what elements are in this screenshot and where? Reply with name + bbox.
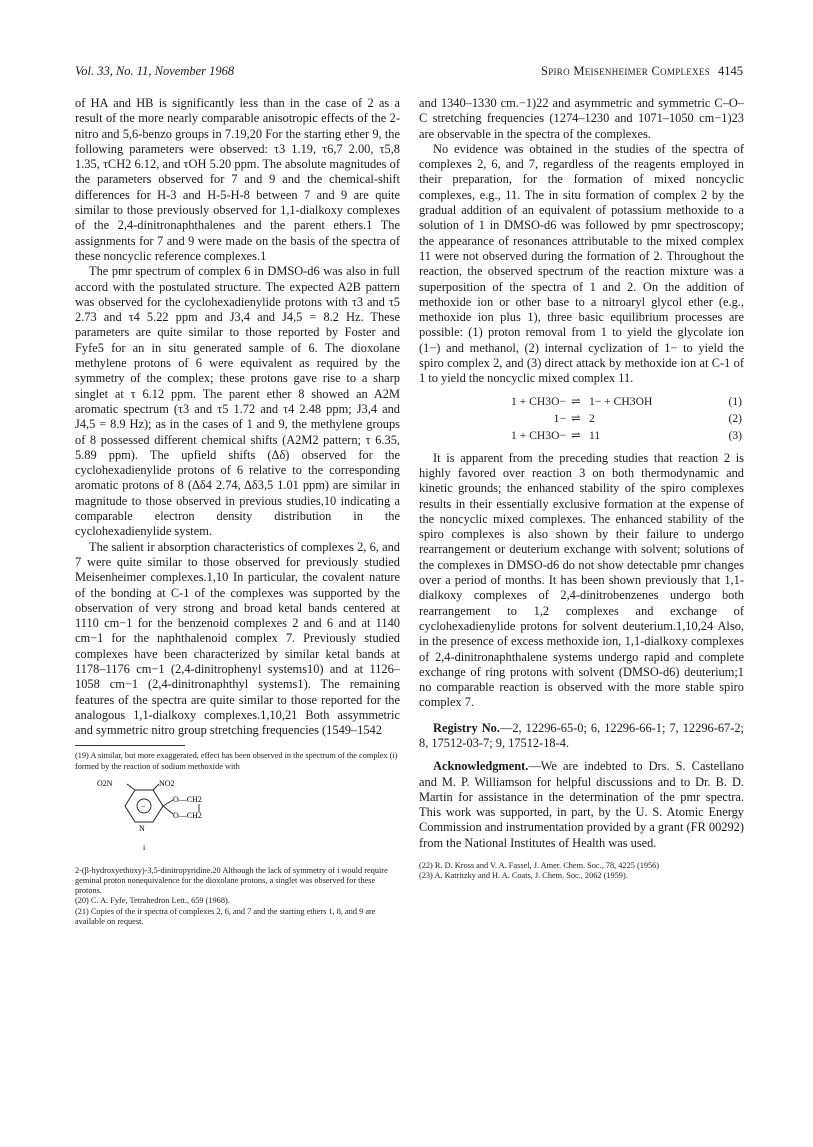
equation-lhs: 1 + CH3O− bbox=[511, 428, 566, 442]
equation-2 bbox=[419, 411, 744, 428]
page-header bbox=[75, 64, 743, 82]
paragraph: of HA and HB is significantly less than in the case of 2 as a result of the more nearly comparable anisotropic effects of the 2-nitro and 5,6-benzo groups in 7.19,20 For the starting ether 9, the following parameters were observed: τ3 1.19, τ6,7 2.00, τ5,8 1.35, τCH2 6.12, and τOH 5.20 ppm. The absolute magnitudes of the parameters observed for 7 and 9 and the chemical-shift differences for H-3 and H-5-H-8 between 7 and 9 are quite similar to those previously observed for 1,1-dialkoxy complexes of the 2,4-dinitronaphthalenes and the parent ethers.1 The assignments for 7 and 9 were made on the basis of the spectra of these noncyclic reference complexes.1 bbox=[75, 96, 400, 263]
footnote-23: (23) A. Katritzky and H. A. Coats, J. Chem. Soc., 2062 (1959). bbox=[419, 871, 628, 881]
paragraph: No evidence was obtained in the studies of the spectra of complexes 2, 6, and 7, regardless of the reagents employed in their preparation, for the formation of mixed noncyclic complexes, e.g., 11. The in situ formation of complex 2 by the gradual addition of an equivalent of potassium methoxide to a solution of 1 in DMSO-d6 was followed by pmr spectroscopy; the appearance of resonances attributable to the mixed complex 11 were not observed during the formation of 2. Throughout the reaction, the observed spectrum of the reaction mixture was a superposition of the spectra of 1 and 2. On the addition of methoxide ion or other base to a nitroaryl glycol ether (e.g., methoxide ion plus 1), three basic equilibrium processes are possible: (1) proton removal from 1 to yield the glycolate ion (1−) and methanol, (2) internal cyclization of 1− to yield the spiro complex 2, and (3) direct attack by methoxide ion at C-1 of 1 to yield the noncyclic mixed complex 11. bbox=[419, 141, 744, 386]
structure-i-svg bbox=[75, 778, 275, 862]
structure-figure-i bbox=[75, 778, 400, 862]
equations bbox=[419, 394, 744, 445]
label-o2n: O2N bbox=[97, 778, 113, 788]
svg-text:−: − bbox=[141, 801, 146, 811]
equation-rhs: 1− + CH3OH bbox=[589, 394, 653, 408]
registry-numbers bbox=[419, 721, 744, 752]
equilibrium-arrow: ⇌ bbox=[571, 394, 581, 408]
footnote-rule bbox=[75, 745, 185, 746]
footnote-19-cont: 2-(β-hydroxyethoxy)-3,5-dinitropyridine.20 Although the lack of symmetry of i would require geminal proton nonequivalence for the dioxolane protons, a singlet was observed for these protons. bbox=[75, 865, 388, 896]
paragraph: It is apparent from the preceding studies that reaction 2 is highly favored over reaction 3 on both thermodynamic and kinetic grounds; the enhanced stability of the spiro complexes results in their essentially exclusive formation at the expense of the noncyclic mixed complexes. The enhanced stability of the spiro complexes is also shown by their failure to undergo rearrangement or deuterium exchange with solvent; solutions of the complexes in DMSO-d6 do not show detectable pmr changes over a period of months. It has been shown previously that 1,1-dialkoxy complexes of 2,4-dinitrobenzenes undergo both rearrangement to 1,2 complexes and exchange of cyclohexadienylide protons for solvent deuterium.1,10,24 Also, in the presence of excess methoxide ion, 1,1-dialkoxy complexes of 2,4-dinitronaphthalene systems undergo rapid and complete exchange of ring protons with solvent (DMSO-d6) deuterium;1 no comparable reaction is observed with the more stable spiro complex 7. bbox=[419, 450, 744, 710]
footnote-21: (21) Copies of the ir spectra of complexes 2, 6, and 7 and the starting ethers 1, 8, and 9 are available on request. bbox=[75, 906, 376, 926]
equation-number: (2) bbox=[728, 411, 742, 425]
equation-1 bbox=[419, 394, 744, 411]
footnote-20: (20) C. A. Fyfe, Tetrahedron Lett., 659 (1968). bbox=[75, 896, 230, 906]
equation-lhs: 1− bbox=[553, 411, 566, 425]
acknowledgment-text: —We are indebted to Drs. S. Castellano and M. P. Williamson for helpful discussions and to Dr. B. D. Martin for assistance in the determination of the pmr spectra. This work was supported, in part, by the U. S. Atomic Energy Commission and instrumentation provided by a grant (FR 00292) from the National Institutes of Health was used. bbox=[419, 759, 744, 850]
paragraph: The salient ir absorption characteristics of complexes 2, 6, and 7 were quite similar to those observed for previously studied Meisenheimer complexes.1,10 In particular, the covalent nature of the bonding at C-1 of the complexes was supported by the observation of very strong and broad ketal bands centered at 1110 cm−1 for the benzenoid complexes 2 and 6 and at 1140 cm−1 for the naphthalenoid complex 7. Previously studied complexes have been characterized by similar ketal bands at 1178–1176 cm−1 (2,4-dinitrophenyl systems10) and at 1126–1058 cm−1 (2,4-dinitronaphthyl systems1). The remaining features of the spectra are quite similar to those reported for the analogous 1,1-dialkoxy complexes.1,10,21 Both assymmetric and symmetric nitro group stretching frequencies (1549–1542 bbox=[75, 539, 400, 738]
footnote-19: (19) A similar, but more exaggerated, effect has been observed in the spectrum of the complex (i) formed by the reaction of sodium methoxide with bbox=[75, 751, 398, 771]
paragraph: The pmr spectrum of complex 6 in DMSO-d6 was also in full accord with the postulated structure. The expected A2B pattern was observed for the cyclohexadienylide protons with τ3 and τ5 2.73 and τ4 5.22 ppm and J3,4 and J4,5 = 8.2 Hz. These parameters are quite similar to those reported by Foster and Fyfe5 for an in situ generated sample of 6. The dioxolane methylene protons of 6 were equivalent as required by the symmetry of the complex; these protons gave rise to a sharp singlet at τ 6.12 ppm. The parent ether 8 showed an A2M aromatic spectrum (τ3 and τ5 1.72 and τ4 2.48 ppm; J3,4 and J4,5 = 8.9 Hz); as in the cases of 1 and 9, the methylene groups of 8 possessed different chemical shifts (A2M2 pattern; τ 6.35, 5.89 ppm). The upfield shifts (Δδ) observed for the cyclohexadienylide protons of 6 relative to the corresponding aromatic protons of 8 (Δδ4 2.74, Δδ3,5 1.01 ppm) are similar in magnitude to those observed in previous studies,10 indicating a comparable electron density distribution in the cyclohexadienylide system. bbox=[75, 264, 400, 539]
label-i: i bbox=[143, 842, 146, 852]
equilibrium-arrow: ⇌ bbox=[571, 428, 581, 442]
acknowledgment bbox=[419, 759, 744, 851]
label-no2: NO2 bbox=[159, 778, 175, 788]
equation-number: (1) bbox=[728, 394, 742, 408]
label-n: N bbox=[139, 823, 145, 833]
equation-number: (3) bbox=[728, 428, 742, 442]
equation-rhs: 2 bbox=[589, 411, 595, 425]
equation-rhs: 11 bbox=[589, 428, 601, 442]
footnotes-left bbox=[75, 751, 400, 927]
left-column bbox=[75, 96, 400, 927]
journal-info: Vol. 33, No. 11, November 1968 bbox=[75, 64, 235, 78]
equation-lhs: 1 + CH3O− bbox=[511, 394, 566, 408]
footnotes-right bbox=[419, 861, 744, 881]
running-title: Spiro Meisenheimer Complexes bbox=[540, 64, 710, 78]
equilibrium-arrow: ⇌ bbox=[571, 411, 581, 425]
running-head bbox=[541, 64, 743, 79]
acknowledgment-heading: Acknowledgment. bbox=[433, 759, 529, 774]
paragraph: and 1340–1330 cm.−1)22 and asymmetric and symmetric C–O–C stretching frequencies (1274–1230 and 1071–1050 cm−1)23 are observable in the spectra of the complexes. bbox=[419, 96, 744, 141]
label-och2-a: O—CH2 bbox=[173, 794, 202, 804]
label-och2-b: O—CH2 bbox=[173, 810, 202, 820]
registry-heading: Registry No. bbox=[433, 720, 500, 735]
footnote-22: (22) R. D. Kross and V. A. Fassel, J. Amer. Chem. Soc., 78, 4225 (1956) bbox=[419, 861, 660, 871]
page-number: 4145 bbox=[718, 64, 743, 78]
registry-text: —2, 12296-65-0; 6, 12296-66-1; 7, 12296-67-2; 8, 17512-03-7; 9, 17512-18-4. bbox=[419, 720, 744, 750]
equation-3 bbox=[419, 428, 744, 445]
right-column bbox=[419, 96, 744, 881]
